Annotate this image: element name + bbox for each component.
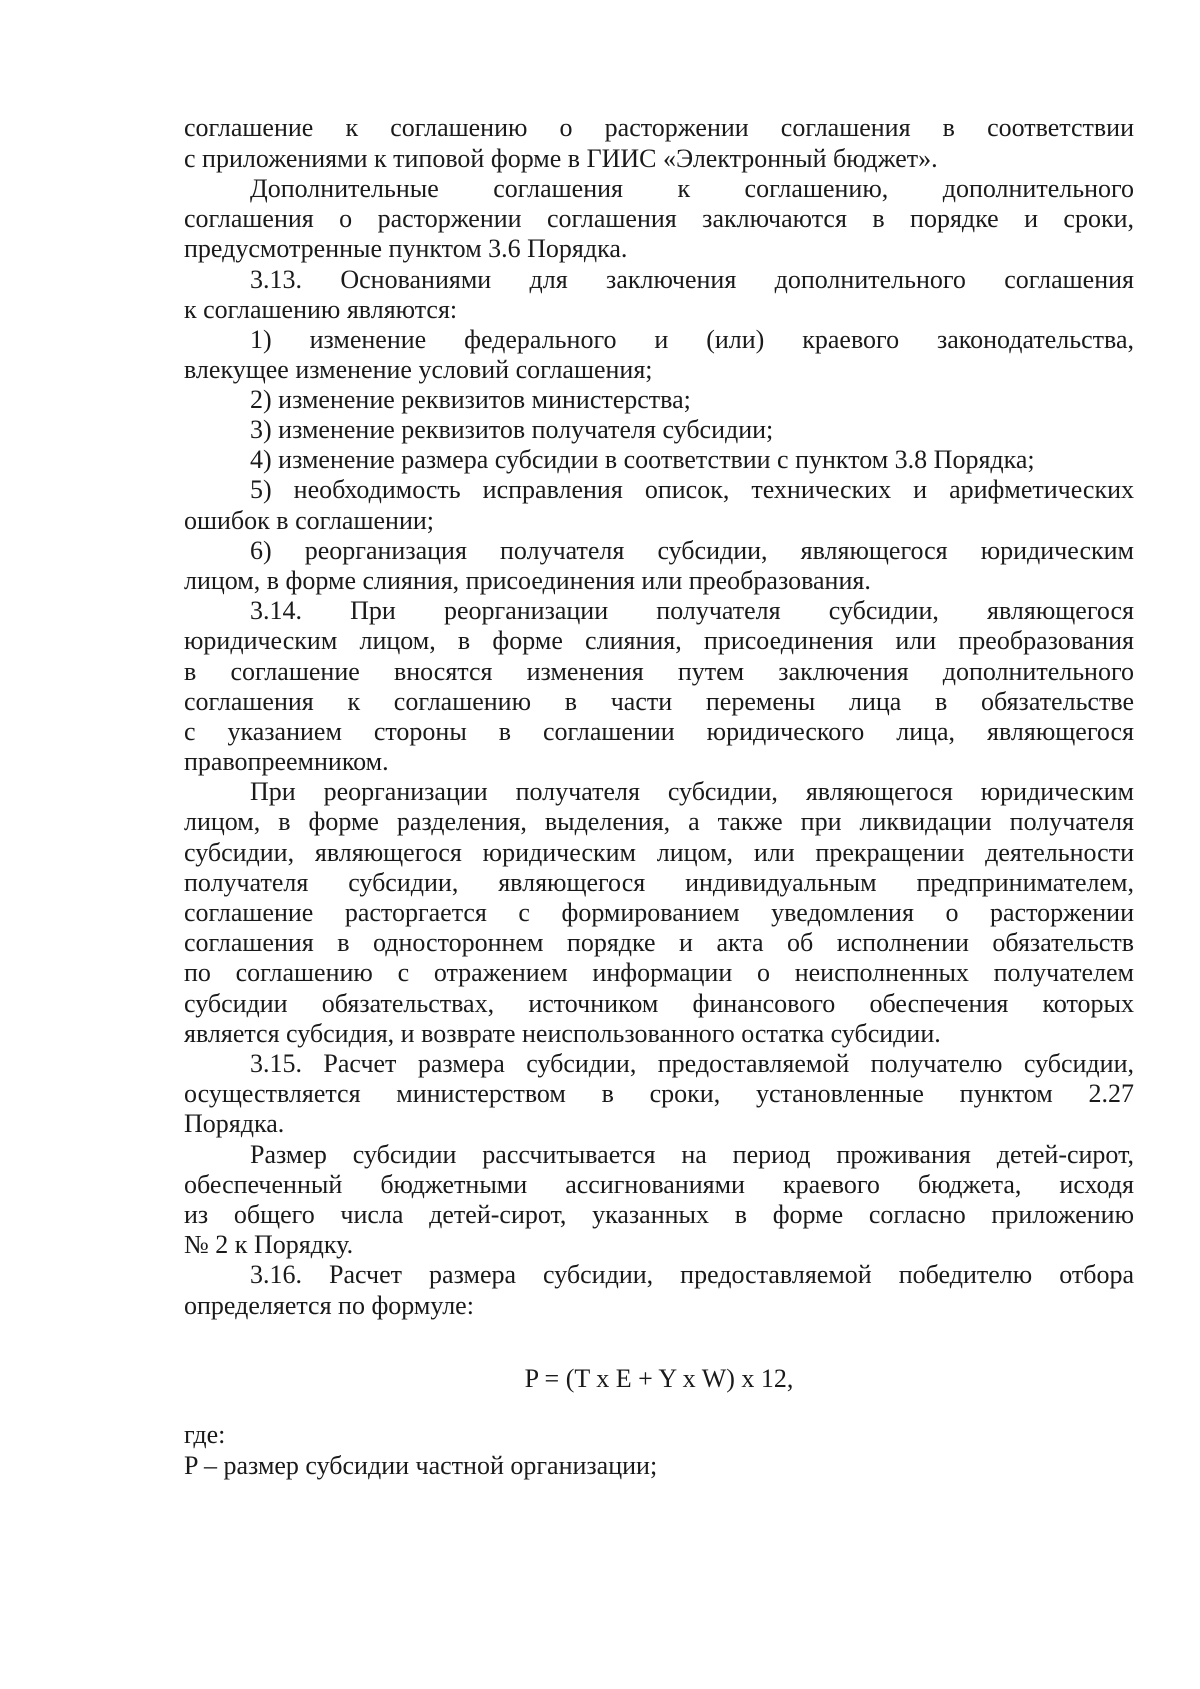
text-line: соглашения к соглашению в части перемены лица в обязательстве: [184, 687, 1134, 716]
text-line: с приложениями к типовой форме в ГИИС «Электронный бюджет».: [184, 144, 938, 173]
text-line: Порядка.: [184, 1109, 285, 1138]
list-item: 1) изменение федерального и (или) краевого законодательства,: [250, 325, 1134, 354]
text-line: из общего числа детей-сирот, указанных в форме согласно приложению: [184, 1200, 1134, 1229]
text-line: P – размер субсидии частной организации;: [184, 1451, 658, 1480]
text-line: обеспеченный бюджетными ассигнованиями краевого бюджета, исходя: [184, 1170, 1134, 1199]
list-item: 5) необходимость исправления описок, технических и арифметических: [250, 475, 1134, 504]
text-line: влекущее изменение условий соглашения;: [184, 355, 653, 384]
text-line: с указанием стороны в соглашении юридического лица, являющегося: [184, 717, 1134, 746]
text-line: предусмотренные пунктом 3.6 Порядка.: [184, 234, 628, 263]
list-item: 4) изменение размера субсидии в соответствии с пунктом 3.8 Порядка;: [250, 445, 1035, 474]
paragraph-line: Дополнительные соглашения к соглашению, дополнительного: [250, 174, 1134, 203]
text-line: соглашение к соглашению о расторжении соглашения в соответствии: [184, 113, 1134, 142]
text-line: № 2 к Порядку.: [184, 1230, 354, 1259]
text-line: соглашение расторгается с формированием уведомления о расторжении: [184, 898, 1134, 927]
text-line: к соглашению являются:: [184, 295, 458, 324]
text-line: является субсидия, и возврате неиспользованного остатка субсидии.: [184, 1019, 941, 1048]
text-line: получателя субсидии, являющегося индивидуальным предпринимателем,: [184, 868, 1134, 897]
paragraph-line: 3.13. Основаниями для заключения дополнительного соглашения: [250, 265, 1134, 294]
list-item: 6) реорганизация получателя субсидии, являющегося юридическим: [250, 536, 1134, 565]
list-item: 3) изменение реквизитов получателя субсидии;: [250, 415, 774, 444]
text-line: определяется по формуле:: [184, 1291, 474, 1320]
text-line: субсидии, являющегося юридическим лицом, или прекращении деятельности: [184, 838, 1134, 867]
paragraph-line: Размер субсидии рассчитывается на период проживания детей-сирот,: [250, 1140, 1134, 1169]
text-line: осуществляется министерством в сроки, установленные пунктом 2.27: [184, 1079, 1134, 1108]
text-line: где:: [184, 1420, 226, 1449]
paragraph-line: 3.14. При реорганизации получателя субсидии, являющегося: [250, 596, 1134, 625]
text-line: в соглашение вносятся изменения путем заключения дополнительного: [184, 657, 1134, 686]
text-line: соглашения в одностороннем порядке и акта об исполнении обязательств: [184, 928, 1134, 957]
paragraph-line: 3.16. Расчет размера субсидии, предоставляемой победителю отбора: [250, 1260, 1134, 1289]
paragraph-line: 3.15. Расчет размера субсидии, предоставляемой получателю субсидии,: [250, 1049, 1134, 1078]
text-line: субсидии обязательствах, источником финансового обеспечения которых: [184, 989, 1134, 1018]
text-line: лицом, в форме разделения, выделения, а также при ликвидации получателя: [184, 807, 1134, 836]
list-item: 2) изменение реквизитов министерства;: [250, 385, 691, 414]
paragraph-line: При реорганизации получателя субсидии, являющегося юридическим: [250, 777, 1134, 806]
text-line: юридическим лицом, в форме слияния, присоединения или преобразования: [184, 626, 1134, 655]
formula: P = (T x E + Y x W) x 12,: [524, 1364, 794, 1393]
text-line: лицом, в форме слияния, присоединения или преобразования.: [184, 566, 871, 595]
text-line: правопреемником.: [184, 747, 389, 776]
text-line: соглашения о расторжении соглашения заключаются в порядке и сроки,: [184, 204, 1134, 233]
text-line: ошибок в соглашении;: [184, 506, 434, 535]
text-line: по соглашению с отражением информации о неисполненных получателем: [184, 958, 1134, 987]
